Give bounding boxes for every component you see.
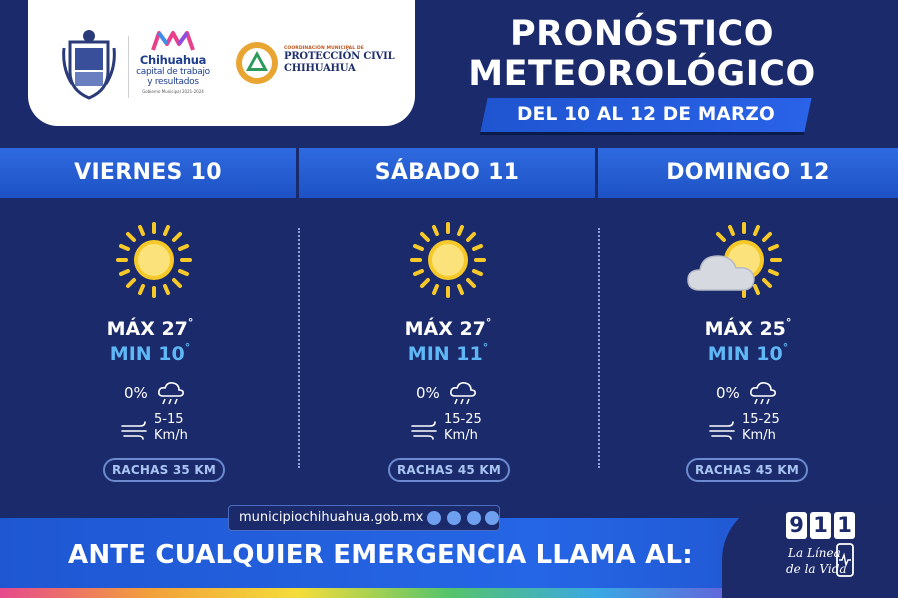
wind-value: 15-25 Km/h [444,412,482,443]
municipio-name: Chihuahua [139,53,207,67]
wind-icon [708,420,738,440]
max-temp: MÁX 25° [704,316,792,340]
rain-chance [416,380,536,410]
sun-icon [114,220,194,300]
chihuahua-m-icon [150,30,196,52]
wind-speed [120,412,240,448]
title-block [462,14,822,94]
proteccion-civil-emblem-icon [234,40,280,86]
digit-1: 1 [810,512,831,539]
pc-coordinacion: COORDINACIÓN MUNICIPAL DE [284,46,364,51]
rain-chance [124,380,244,410]
forecast-day-2 [298,200,598,500]
title-line-1: PRONÓSTICO [510,14,774,54]
wind-value: 5-15 Km/h [154,412,188,443]
title-line-2: METEOROLÓGICO [468,54,816,94]
gusts-badge: RACHAS 35 KM [103,458,225,482]
gusts-badge: RACHAS 45 KM [388,458,510,482]
rain-percent: 0% [416,384,440,402]
tagline-line-1: La Línea [788,546,841,560]
rain-chance [716,380,836,410]
municipio-period: Gobierno Municipal 2021-2024 [142,89,204,94]
tiktok-icon[interactable] [485,511,499,525]
tagline-line-2: de la Vida [786,562,847,576]
date-range: DEL 10 AL 12 DE MARZO [517,104,775,125]
rain-cloud-icon [448,380,478,408]
municipio-logo [128,30,218,94]
min-temp: MIN 11° [407,341,489,365]
min-temp: MIN 10° [109,341,191,365]
website-link[interactable]: municipiochihuahua.gob.mx [239,510,424,525]
max-temp: MÁX 27° [106,316,194,340]
min-temp: MIN 10° [707,341,789,365]
rain-cloud-icon [748,380,778,408]
wind-speed [410,412,530,448]
digit-9: 9 [786,512,807,539]
wind-icon [410,420,440,440]
municipio-slogan-2: y resultados [147,77,199,87]
gusts-badge: RACHAS 45 KM [686,458,808,482]
day-header-3: DOMINGO 12 [598,148,898,198]
rain-cloud-icon [156,380,186,408]
rain-percent: 0% [716,384,740,402]
day-header-2: SÁBADO 11 [299,148,595,198]
partly-cloudy-icon [686,220,786,300]
logo-card [28,0,415,126]
twitter-icon[interactable] [427,511,441,525]
forecast-day-3 [598,200,898,500]
wind-icon [120,420,150,440]
sun-icon [408,220,488,300]
day-header-1: VIERNES 10 [0,148,296,198]
facebook-icon[interactable] [447,511,461,525]
proteccion-civil-text [284,46,409,75]
pc-line-1: PROTECCIÓN CIVIL [284,51,395,62]
digit-1-second: 1 [834,512,855,539]
pc-line-2: CHIHUAHUA [284,63,356,74]
wind-value: 15-25 Km/h [742,412,780,443]
phone-icon [834,542,856,580]
forecast-day-1 [0,200,300,500]
emergency-message: ANTE CUALQUIER EMERGENCIA LLAMA AL: [68,540,693,570]
instagram-icon[interactable] [467,511,481,525]
wind-speed [708,412,828,448]
rain-percent: 0% [124,384,148,402]
municipio-slogan-1: capital de trabajo [136,67,210,77]
website-pill [228,505,500,531]
municipal-seal-icon [62,28,116,100]
max-temp: MÁX 27° [404,316,492,340]
